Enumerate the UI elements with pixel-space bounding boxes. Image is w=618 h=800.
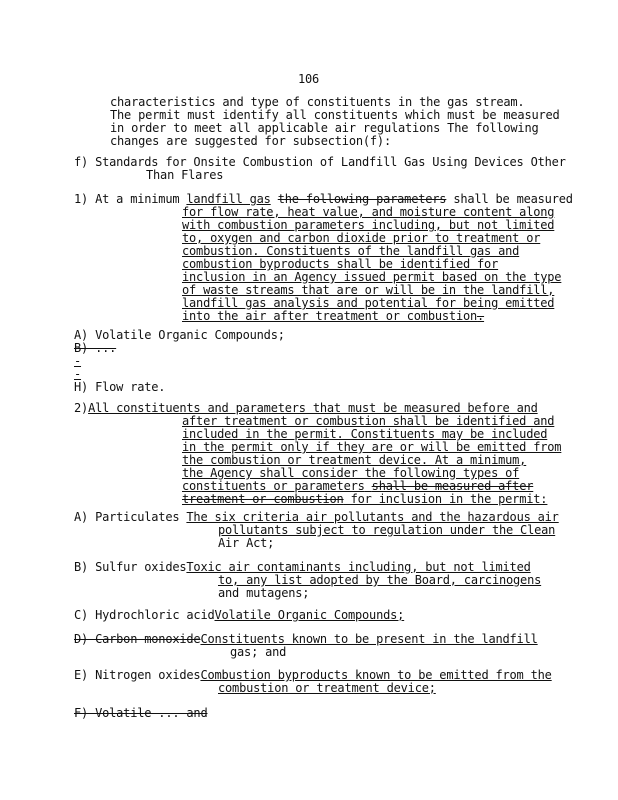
p2-line: included in the permit. Constituents may be included <box>182 427 548 441</box>
item-old-label: C) Hydrochloric acid <box>74 608 215 622</box>
list-a-h <box>74 329 285 394</box>
p1-line: to, oxygen and carbon dioxide prior to treatment or <box>182 231 541 245</box>
item-deleted-label: D) Carbon monoxide <box>74 632 201 646</box>
item-b <box>74 561 541 600</box>
list-item: - <box>74 367 82 381</box>
paragraph-1-body <box>182 206 561 323</box>
list-item-deleted: B) ... <box>74 341 117 355</box>
p2-line-wrap <box>182 493 561 506</box>
intro-line: changes are suggested for subsection(f): <box>110 134 391 148</box>
item-e <box>74 669 552 695</box>
p1-line: with combustion parameters including, but not limited <box>182 218 555 232</box>
list-item: - <box>74 354 82 368</box>
item-new-text: Constituents known to be present in the landfill <box>200 632 538 646</box>
item-new-text: The six criteria air pollutants and the hazardous air <box>186 510 559 524</box>
intro-line: characteristics and type of constituents in the gas stream. <box>110 95 525 109</box>
item-line <box>74 633 538 646</box>
p1-label: 1) At a minimum <box>74 192 180 206</box>
p2-line: constituents or parameters <box>182 479 365 493</box>
list-item: A) Volatile Organic Compounds; <box>74 328 285 342</box>
section-f-title: f) Standards for Onsite Combustion of Landfill Gas Using Devices Other <box>74 155 566 169</box>
intro-line: in order to meet all applicable air regulations The following <box>110 121 539 135</box>
p1-line: for flow rate, heat value, and moisture content along <box>182 205 555 219</box>
intro-line: The permit must identify all constituents which must be measured <box>110 108 560 122</box>
p2-label: 2) <box>74 401 89 415</box>
list-item: H) Flow rate. <box>74 380 166 394</box>
p2-line: in the permit only if they are or will be emitted from <box>182 440 562 454</box>
p1-text: shall be measured <box>453 192 573 206</box>
p1-deleted-text: the following parameters <box>277 192 447 206</box>
item-new-text: and mutagens; <box>218 586 310 600</box>
item-old-label: A) Particulates <box>74 510 180 524</box>
item-d <box>74 633 538 659</box>
intro-paragraph <box>110 96 560 148</box>
p2-line: the combustion or treatment device. At a minimum, <box>182 453 527 467</box>
p2-line: after treatment or combustion shall be identified and <box>182 414 555 428</box>
p1-inserted-text: landfill gas <box>186 192 271 206</box>
item-new-text: gas; and <box>230 645 287 659</box>
item-new-text: pollutants subject to regulation under the Clean <box>218 523 556 537</box>
p1-line: landfill gas analysis and potential for being emitted <box>182 296 555 310</box>
p1-line: into the air after treatment or combustion <box>182 309 478 323</box>
item-new-text: to, any list adopted by the Board, carcinogens <box>218 573 542 587</box>
item-new-text: Air Act; <box>218 536 275 550</box>
item-old-label: E) Nitrogen oxides <box>74 668 201 682</box>
section-f-title-cont: Than Flares <box>146 168 224 182</box>
item-line <box>74 609 404 622</box>
p2-deleted-text: treatment or combustion <box>182 492 344 506</box>
p2-inserted-text: for inclusion in the permit: <box>350 492 548 506</box>
item-f-deleted: F) Volatile ... and <box>74 706 208 720</box>
p2-line: All constituents and parameters that must be measured before and <box>88 401 538 415</box>
p1-line: combustion byproducts shall be identified for <box>182 257 499 271</box>
item-new-text: combustion or treatment device; <box>218 681 436 695</box>
p2-deleted-text: shall be measured after <box>371 479 534 493</box>
item-old-label: B) Sulfur oxides <box>74 560 187 574</box>
item-a <box>74 511 559 550</box>
p1-line: inclusion in an Agency issued permit based on the type <box>182 270 562 284</box>
p1-deleted-period: . <box>477 309 485 323</box>
p2-line: the Agency shall consider the following types of <box>182 466 520 480</box>
item-new-text: Combustion byproducts known to be emitted from the <box>200 668 552 682</box>
paragraph-2-body <box>182 415 561 506</box>
item-c <box>74 609 404 622</box>
section-f-heading <box>74 156 566 182</box>
p1-line: of waste streams that are or will be in the landfill, <box>182 283 555 297</box>
page-number: 106 <box>298 72 320 86</box>
item-new-text: Toxic air contaminants including, but not limited <box>186 560 531 574</box>
p1-last-line <box>182 310 561 323</box>
p1-line: combustion. Constituents of the landfill gas and <box>182 244 520 258</box>
item-new-text: Volatile Organic Compounds; <box>214 608 405 622</box>
